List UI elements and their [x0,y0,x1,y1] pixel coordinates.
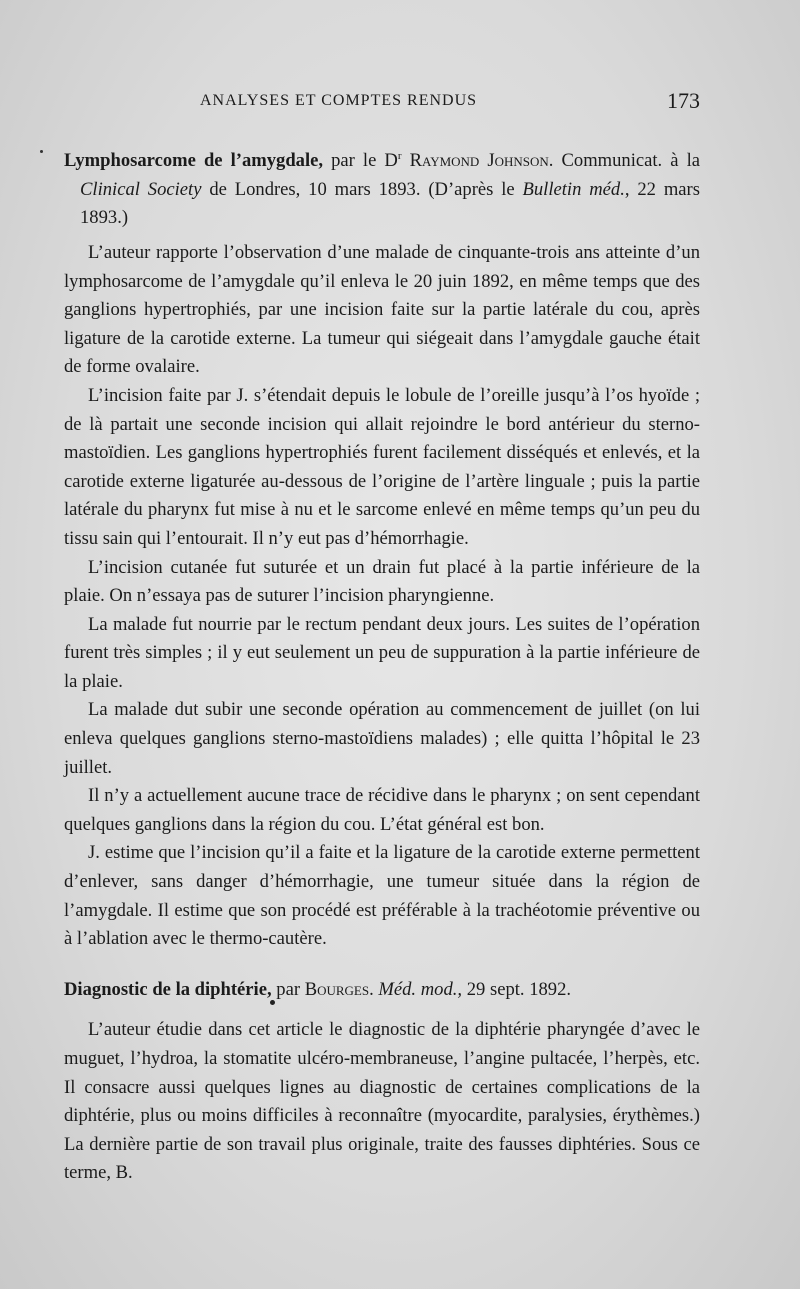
ink-speck [40,150,43,153]
paragraph: J. estime que l’incision qu’il a faite et la ligature de la carotide externe permettent d’enlever, sans danger d’hémorrhagie, une tumeur située dans la région de l’amygdale. Il estime que son procédé est préférable à la trachéotomie préventive ou à l’ablation avec le thermo-cautère. [64,842,700,950]
source-date: , 22 mars 1893.) [80,178,700,229]
article-byline: par [271,978,305,1000]
article-heading-diphterie [64,976,700,1005]
source-middle: de Londres, 10 mars 1893. (D’après le [201,178,523,200]
paragraph: L’incision faite par J. s’étendait depuis le lobule de l’oreille jusqu’à l’os hyoïde ; de là partait une seconde incision qui allait rejoindre le bord antérieur du sterno-mastoïdien. Les ganglions hypertrophiés furent facilement disséqués et enlevés, et la carotide externe ligaturée au-dessous de l’origine de l’artère linguale ; puis la partie latérale du pharynx fut mise à nu et le sarcome enlevé en même temps qu’un peu du tissu sain qui l’entourait. Il n’y eut pas d’hémorrhagie. [64,384,700,549]
article-author: Raymond Johnson. [401,150,554,172]
article-heading-lymphosarcome [64,142,700,233]
page-number: 173 [667,88,700,113]
doctor-abbrev-sup: r [397,150,402,162]
paragraph: Il n’y a actuellement aucune trace de récidive dans le pharynx ; on sent cependant quelques ganglions dans la région du cou. L’état général est bon. [64,785,700,835]
source-prefix: Communicat. à la [553,150,701,172]
source-journal: Méd. mod., [373,978,463,1000]
article-byline: par le D [323,150,398,172]
page-body [64,142,700,1188]
running-title: ANALYSES ET COMPTES RENDUS [200,92,478,109]
section-bullet [270,1000,275,1005]
paragraph: La malade fut nourrie par le rectum pendant deux jours. Les suites de l’opération furent très simples ; il y eut seulement un peu de suppuration à la partie inférieure de la plaie. [64,613,700,692]
article-title: Lymphosarcome de l’amygdale, [64,150,324,172]
article-author: Bourges. [304,978,374,1000]
paragraph: La malade dut subir une seconde opération au commencement de juillet (on lui enleva quelques ganglions sterno-mastoïdiens malades) ; elle quitta l’hôpital le 23 juillet. [64,699,700,778]
source-bulletin: Bulletin méd. [522,178,625,200]
paragraph: L’auteur rapporte l’observation d’une malade de cinquante-trois ans atteinte d’un lymphosarcome de l’amygdale qu’il enleva le 20 juin 1892, en même temps que des ganglions hypertrophiés, par une incision faite sur la partie latérale du cou, après ligature de la carotide externe. La tumeur qui siégeait dans l’amygdale gauche était de forme ovalaire. [64,241,700,378]
source-date: 29 sept. 1892. [462,978,572,1000]
paragraph: L’auteur étudie dans cet article le diagnostic de la diphtérie pharyngée d’avec le muguet, l’hydroa, la stomatite ulcéro-membraneuse, l’angine pultacée, l’herpès, etc. Il consacre aussi quelques lignes au diagnostic de certaines complications de la diphtérie, plus ou moins difficiles à reconnaître (myocardite, paralysies, érythèmes.) La dernière partie de son travail plus originale, traite des fausses diphtéries. Sous ce terme, B. [64,1019,700,1184]
paragraph: L’incision cutanée fut suturée et un drain fut placé à la partie inférieure de la plaie. On n’essaya pas de suturer l’incision pharyngienne. [64,556,700,607]
article-title: Diagnostic de la diphtérie, [64,978,272,1000]
source-journal: Clinical Society [80,178,202,200]
